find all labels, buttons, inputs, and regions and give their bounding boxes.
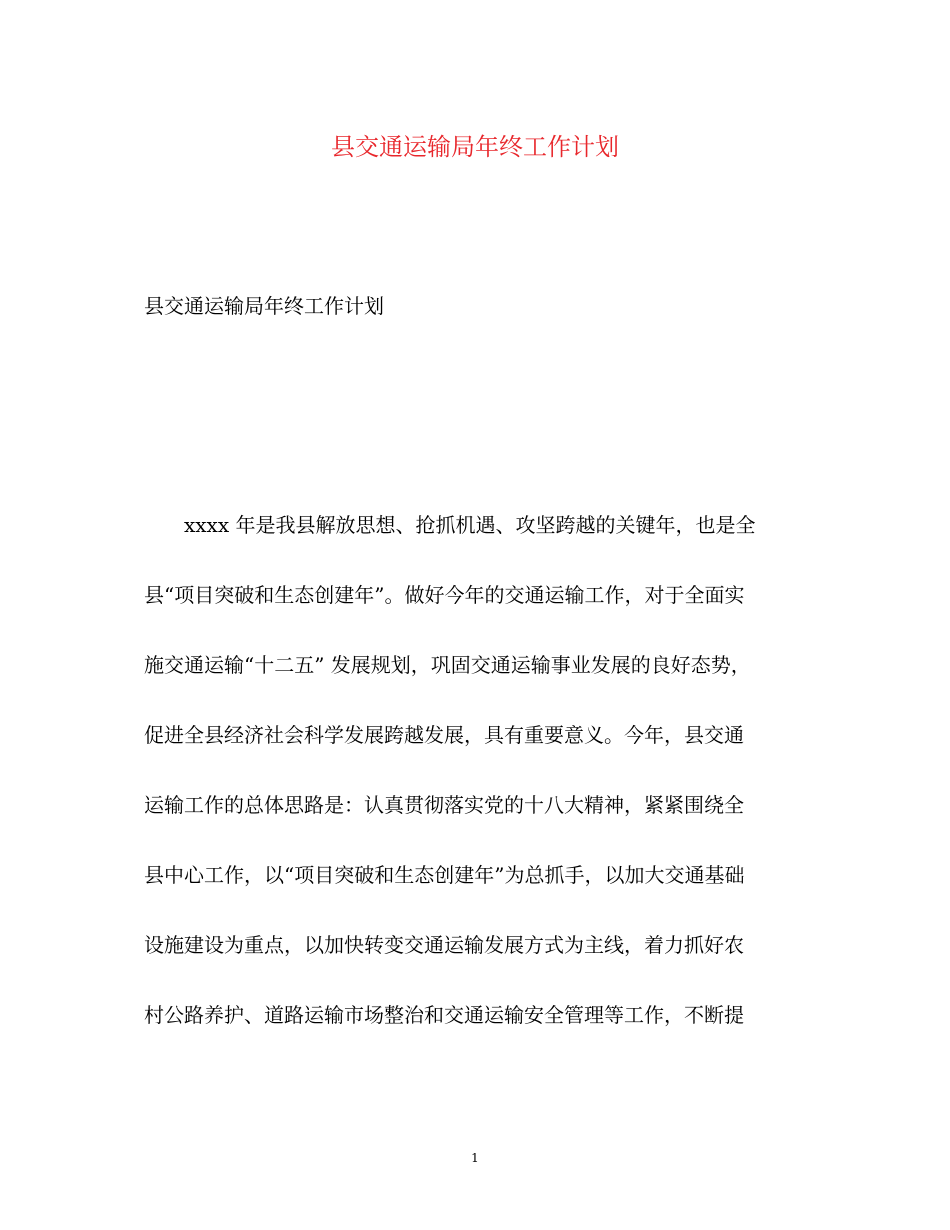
document-title: 县交通运输局年终工作计划 [331,133,619,161]
page-number: 1 [471,1151,479,1165]
body-line: xxxx 年是我县解放思想、抢抓机遇、攻坚跨越的关键年，也是全 [184,513,756,537]
body-line: 县中心工作，以“项目突破和生态创建年”为总抓手，以加大交通基础 [144,863,745,887]
body-line: 村公路养护、道路运输市场整治和交通运输安全管理等工作，不断提 [144,1003,744,1027]
body-line: 县“项目突破和生态创建年”。做好今年的交通运输工作，对于全面实 [144,583,745,607]
body-line: 运输工作的总体思路是：认真贯彻落实党的十八大精神，紧紧围绕全 [144,793,744,817]
document-subtitle: 县交通运输局年终工作计划 [144,294,384,318]
body-line: 促进全县经济社会科学发展跨越发展，具有重要意义。今年，县交通 [144,723,744,747]
body-line: 施交通运输“十二五” 发展规划，巩固交通运输事业发展的良好态势， [144,653,751,677]
body-line: 设施建设为重点，以加快转变交通运输发展方式为主线，着力抓好农 [144,933,744,957]
